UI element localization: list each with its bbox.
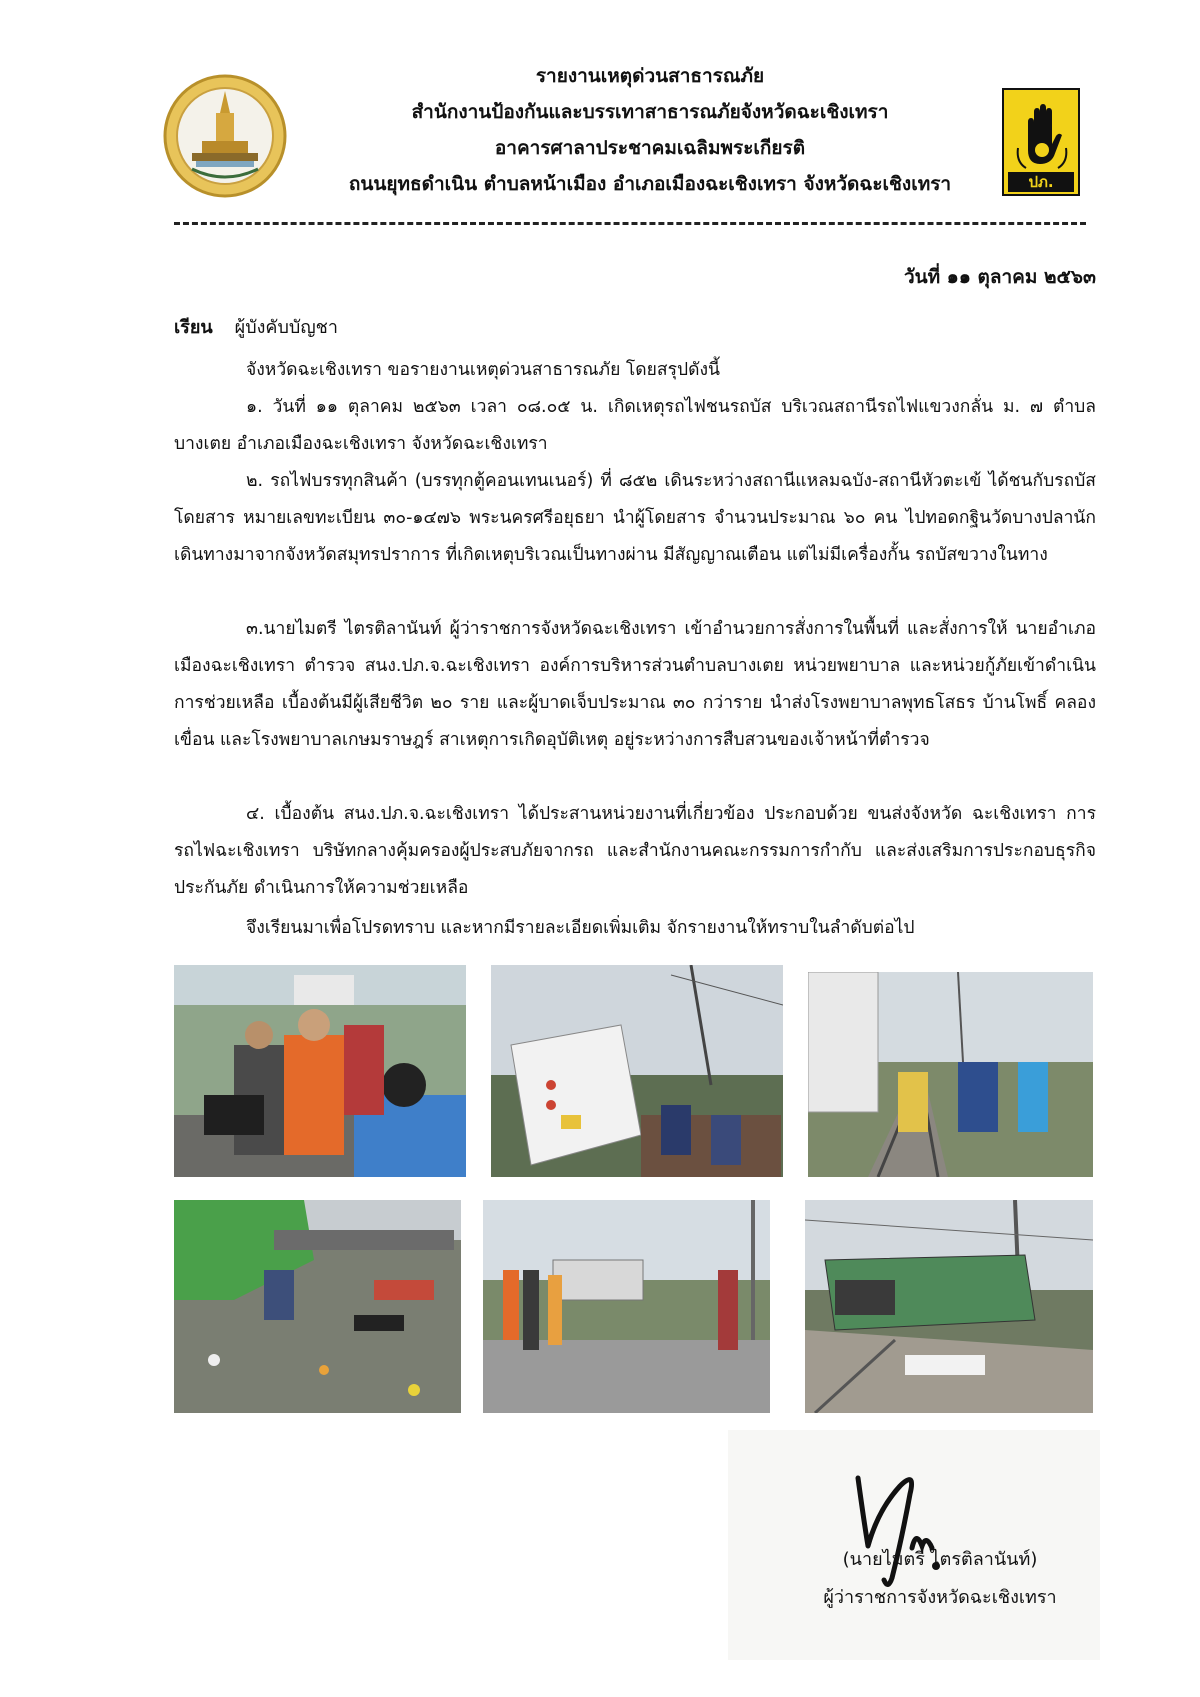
header-divider — [174, 222, 1086, 225]
paragraph-closing: จึงเรียนมาเพื่อโปรดทราบ และหากมีรายละเอียดเพิ่มเติม จักรายงานให้ทราบในลำดับต่อไป — [246, 918, 915, 938]
ddpm-logo — [1002, 88, 1080, 196]
signatory-title: ผู้ว่าราชการจังหวัดฉะเชิงเทรา — [823, 1587, 1057, 1608]
signatory-name: (นายไมตรี ไตรติลานันท์) — [842, 1549, 1038, 1570]
handwritten-signature — [820, 1430, 970, 1600]
photo-overturned-bus — [491, 965, 783, 1177]
header-building: อาคารศาลาประชาคมเฉลิมพระเกียรติ — [494, 137, 806, 159]
provincial-seal-logo — [162, 73, 288, 199]
photo-wreckage-green-carriage — [174, 1200, 461, 1413]
photo-crossing-scene — [483, 1200, 770, 1413]
header-office: สำนักงานป้องกันและบรรเทาสาธารณภัยจังหวัดฉะเชิงเทรา — [411, 101, 889, 123]
paragraph-item-4: ๔. เบื้องต้น สนง.ปภ.จ.ฉะเชิงเทรา ได้ประสานหน่วยงานที่เกี่ยวข้อง ประกอบด้วย ขนส่งจังหวัด ฉะเชิงเทรา การรถไฟฉะเชิงเทรา บริษัทกลางคุ้มครองผู้ประสบภัยจากรถ และสำนักงานคณะกรรมการกำกับ และส่งเสริมการประกอบธุรกิจประกันภัย ดำเนินการให้ความช่วยเหลือ — [174, 804, 1096, 898]
salutation-label: เรียน — [174, 317, 213, 338]
salutation-recipient: ผู้บังคับบัญชา — [234, 317, 338, 338]
header-address: ถนนยุทธดำเนิน ตำบลหน้าเมือง อำเภอเมืองฉะเชิงเทรา จังหวัดฉะเชิงเทรา — [348, 173, 952, 195]
header-title: รายงานเหตุด่วนสาธารณภัย — [535, 65, 765, 87]
ddpm-logo-text: ปภ. — [1028, 173, 1054, 191]
report-date: วันที่ ๑๑ ตุลาคม ๒๕๖๓ — [904, 266, 1096, 288]
photo-rescuers-on-track — [808, 972, 1093, 1177]
paragraph-item-3: ๓.นายไมตรี ไตรติลานันท์ ผู้ว่าราชการจังหวัดฉะเชิงเทรา เข้าอำนวยการสั่งการในพื้นที่ และสั่งการให้ นายอำเภอเมืองฉะเชิงเทรา ตำรวจ สนง.ปภ.จ.ฉะเชิงเทรา องค์การบริหารส่วนตำบลบางเตย หน่วยพยาบาล และหน่วยกู้ภัยเข้าดำเนินการช่วยเหลือ เบื้องต้นมีผู้เสียชีวิต ๒๐ ราย และผู้บาดเจ็บประมาณ ๓๐ กว่าราย นำส่งโรงพยาบาลพุทธโสธร บ้านโพธิ์ คลองเขื่อน และโรงพยาบาลเกษมราษฎร์ สาเหตุการเกิดอุบัติเหตุ อยู่ระหว่างการสืบสวนของเจ้าหน้าที่ตำรวจ — [174, 619, 1096, 750]
photo-officials-at-scene — [174, 965, 466, 1177]
paragraph-intro: จังหวัดฉะเชิงเทรา ขอรายงานเหตุด่วนสาธารณภัย โดยสรุปดังนี้ — [246, 360, 720, 380]
salutation — [174, 312, 338, 341]
paragraph-item-2: ๒. รถไฟบรรทุกสินค้า (บรรทุกตู้คอนเทนเนอร์) ที่ ๘๕๒ เดินระหว่างสถานีแหลมฉบัง-สถานีหัวตะเข้ ได้ชนกับรถบัสโดยสาร หมายเลขทะเบียน ๓๐-๑๔๗๖ พระนครศรีอยุธยา นำผู้โดยสาร จำนวนประมาณ ๖๐ คน ไปทอดกฐินวัดบางปลานัก เดินทางมาจากจังหวัดสมุทรปราการ ที่เกิดเหตุบริเวณเป็นทางผ่าน มีสัญญาณเตือน แต่ไม่มีเครื่องกั้น รถบัสขวางในทาง — [174, 471, 1096, 565]
paragraph-item-1: ๑. วันที่ ๑๑ ตุลาคม ๒๕๖๓ เวลา ๐๘.๐๕ น. เกิดเหตุรถไฟชนรถบัส บริเวณสถานีรถไฟแขวงกลั่น ม. ๗ ตำบลบางเตย อำเภอเมืองฉะเชิงเทรา จังหวัดฉะเชิงเทรา — [174, 397, 1096, 454]
photo-derailed-carriage — [805, 1200, 1093, 1413]
